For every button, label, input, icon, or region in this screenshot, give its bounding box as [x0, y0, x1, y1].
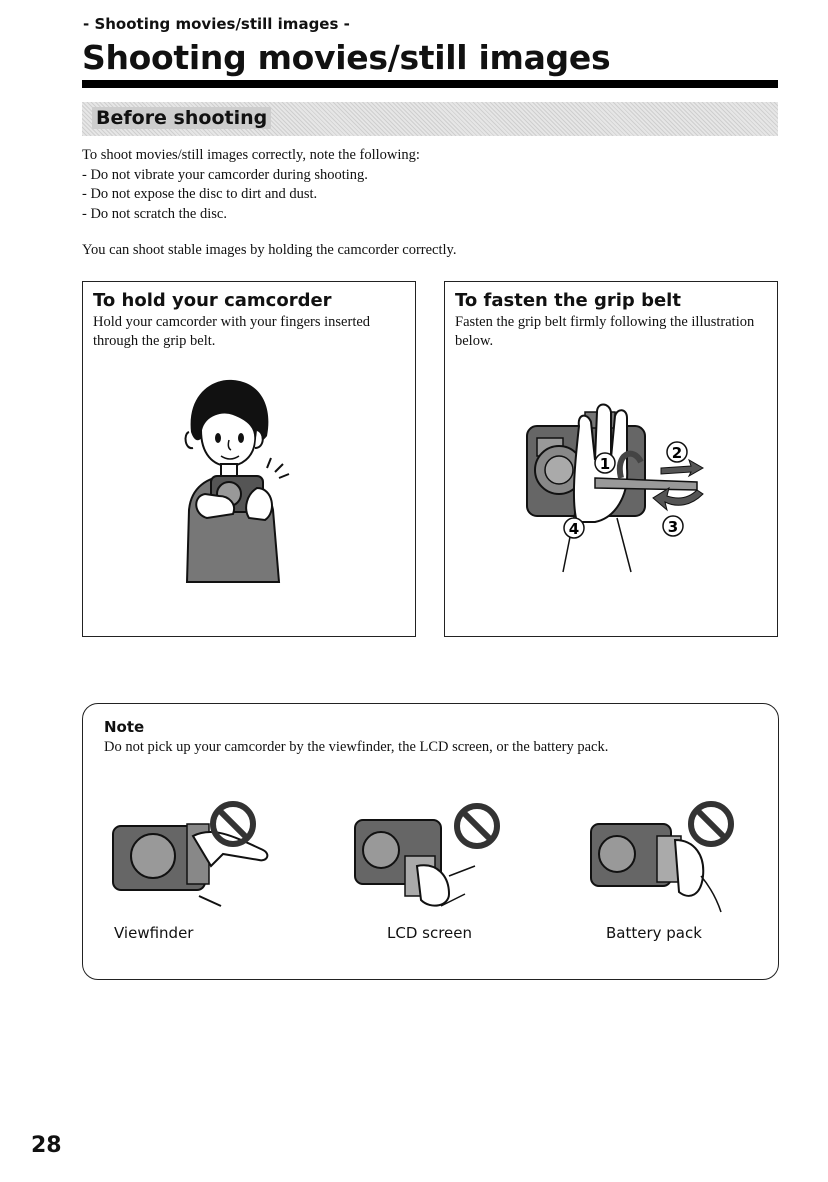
grip-title: To fasten the grip belt: [455, 290, 681, 311]
step-marker-1: [595, 453, 615, 473]
svg-text:4: 4: [568, 520, 580, 538]
note-label: Note: [104, 718, 145, 736]
svg-text:1: 1: [599, 455, 611, 473]
intro-item: - Do not vibrate your camcorder during shooting.: [82, 166, 368, 183]
grip-belt-illustration: [445, 282, 779, 638]
prohibited-icon: [691, 804, 731, 844]
person-holding-camcorder-illustration: [83, 282, 417, 638]
lcd-screen-illustration: [345, 796, 545, 916]
intro-text: [82, 146, 420, 224]
arrow-icon: [653, 488, 703, 510]
page-number: 28: [31, 1133, 62, 1158]
grip-belt-box: [444, 281, 778, 637]
stable-shooting-text: You can shoot stable images by holding the camcorder correctly.: [82, 242, 457, 258]
running-head: - Shooting movies/still images -: [83, 15, 350, 33]
hold-body: Hold your camcorder with your fingers inserted through the grip belt.: [93, 314, 371, 349]
intro-item: - Do not scratch the disc.: [82, 205, 227, 222]
battery-pack-illustration: [571, 796, 771, 916]
viewfinder-illustration: [103, 796, 303, 916]
step-marker-3: [663, 516, 683, 536]
step-marker-2: [667, 442, 687, 462]
intro-lead: To shoot movies/still images correctly, note the following:: [82, 147, 420, 163]
svg-text:2: 2: [671, 444, 683, 462]
caption-viewfinder: Viewfinder: [114, 924, 194, 942]
note-box: [82, 703, 779, 980]
page-title: Shooting movies/still images: [82, 38, 611, 77]
intro-item: - Do not expose the disc to dirt and dust.: [82, 186, 318, 202]
grip-body: Fasten the grip belt firmly following the illustration below.: [455, 314, 755, 349]
title-rule: [82, 80, 778, 88]
caption-battery-pack: Battery pack: [606, 924, 702, 942]
section-header-bar: [82, 102, 778, 136]
caption-lcd-screen: LCD screen: [387, 924, 473, 942]
section-title: Before shooting: [92, 107, 271, 129]
arrow-icon: [661, 460, 703, 476]
prohibited-icon: [457, 806, 497, 846]
hold-title: To hold your camcorder: [93, 290, 332, 311]
svg-text:3: 3: [667, 518, 679, 536]
note-text: Do not pick up your camcorder by the viewfinder, the LCD screen, or the battery pack.: [104, 739, 609, 755]
step-marker-4: [564, 518, 584, 538]
hold-camcorder-box: [82, 281, 416, 637]
